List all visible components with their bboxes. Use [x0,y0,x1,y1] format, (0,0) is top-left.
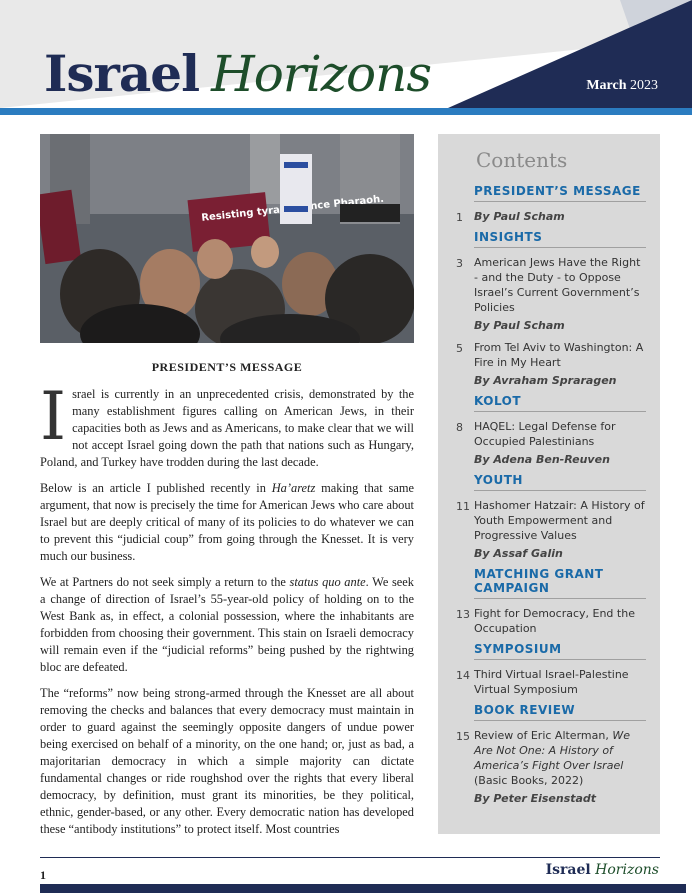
toc-heading-book-review[interactable]: BOOK REVIEW [474,701,646,721]
toc-page: 13 [456,608,470,621]
masthead-bold: Israel [44,44,200,103]
issue-month: March [586,78,627,93]
issue-year: 2023 [630,78,658,93]
toc-author: By Paul Scham [474,319,565,332]
footer-brand-bold: Israel [545,862,591,878]
toc-heading-matching-grant[interactable]: MATCHING GRANT CAMPAIGN [474,565,646,599]
paragraph-4: The “reforms” now being strong-armed through the Knesset are all about removing the checks and balances that every democracy must maintain in order to guard against the seemingly opposite dangers of undue power being exercised on behalf of a minority, on the one hand; or, just as bad, a majoritarian democracy in which a simple majority can dictate fundamental changes or ride roughshod over the rights that every liberal democracy, by definition, must grant its minorities, be they political, ethnic, gender-based, or any other. Every democratic nation has developed these “antibody institutions” to protect itself. Most countries [40,686,414,836]
toc-title: Fight for Democracy, End the Occupation [474,607,635,635]
toc-author: By Avraham Spraragen [474,374,617,387]
toc-author: By Assaf Galin [474,547,563,560]
toc-heading-kolot[interactable]: KOLOT [474,392,646,412]
toc-title: HAQEL: Legal Defense for Occupied Palestinians [474,420,616,448]
toc-list [438,178,660,810]
toc-book-title: We Are Not One: A History of America’s Fight Over Israel [474,729,630,772]
paragraph-1 [40,378,414,471]
toc-entry[interactable] [438,340,646,388]
contents-title: Contents [476,148,568,172]
toc-entry[interactable] [438,728,646,806]
toc-title: Hashomer Hatzair: A History of Youth Empowerment and Progressive Values [474,499,645,542]
footer-brand-italic: Horizons [595,862,659,878]
masthead-italic: Horizons [211,45,431,103]
issue-date [586,78,658,94]
toc-heading-presidents-message[interactable]: PRESIDENT’S MESSAGE [474,182,646,202]
paragraph-2-text-b: making that same argument, that now is precisely the time for American Jews who care about Israel but are deeply critical of many of its policies to do whatever we can to prevent this “judicial coup” from going through the Knesset. It is very much our business. [40,481,415,563]
toc-title: From Tel Aviv to Washington: A Fire in My Heart [474,341,644,369]
toc-entry[interactable] [438,255,646,333]
toc-page: 8 [456,421,463,434]
paragraph-3-text-b: . We seek a change of direction of Israel’s 55-year-old policy of holding on to the West Bank as, in effect, a colonial possession, where the inhabitants are forbidden from choosing their government. This stain on Israeli democracy will remain even if the “judicial reforms” being pushed by the rightwing bloc are defeated. [40,575,414,674]
toc-title [474,728,646,788]
protest-photo-image [40,134,414,343]
toc-entry[interactable] [438,498,646,561]
toc-title-part: (Basic Books, 2022) [474,774,584,787]
toc-heading-insights[interactable]: INSIGHTS [474,228,646,248]
page-number: 1 [40,868,46,882]
article-title: PRESIDENT’S MESSAGE [151,360,303,374]
toc-page: 14 [456,669,470,682]
masthead [44,44,431,104]
paragraph-1-text: srael is currently in an unprecedented crisis, demonstrated by the many establishment figures calling on American Jews, in their capacities both as Jews and as Americans, to make clear that we will not accept Israel going down the path that nations such as Hungary, Poland, and Turkey have trodden during the last decade. [40,387,414,469]
toc-page: 15 [456,730,470,743]
paragraph-3-text-a: We at Partners do not seek simply a return to the [40,575,290,589]
footer-brand [546,862,659,878]
toc-entry[interactable] [438,606,646,636]
haaretz-link-text: Ha’aretz [271,481,316,495]
toc-title-part: Review of Eric Alterman, [474,729,613,742]
paragraph-3 [40,574,414,676]
drop-cap: I [40,378,67,455]
paragraph-2 [40,480,414,565]
footer-bar [40,884,686,893]
paragraph-2-text-a: Below is an article I published recently in [40,481,272,495]
toc-title: Third Virtual Israel-Palestine Virtual Symposium [474,668,629,696]
toc-page: 11 [456,500,470,513]
toc-entry[interactable] [438,419,646,467]
sign-text-1: Resisting tyrants since Pharaoh. [200,193,385,224]
toc-heading-youth[interactable]: YOUTH [474,471,646,491]
toc-author: By Adena Ben-Reuven [474,453,610,466]
toc-page: 3 [456,257,463,270]
protest-photo [40,134,414,343]
toc-author: By Peter Eisenstadt [474,792,597,805]
toc-page: 1 [456,211,463,224]
toc-title: American Jews Have the Right - and the Duty - to Oppose Israel’s Current Government’s Policies [474,256,641,314]
contents-panel [438,134,660,834]
toc-entry[interactable] [438,667,646,697]
toc-entry[interactable] [438,209,646,224]
paragraph-3-emphasis: status quo ante [289,575,366,589]
toc-author: By Paul Scham [474,210,565,223]
article-body [40,378,415,847]
toc-page: 5 [456,342,463,355]
toc-heading-symposium[interactable]: SYMPOSIUM [474,640,646,660]
footer-rule [40,857,660,858]
